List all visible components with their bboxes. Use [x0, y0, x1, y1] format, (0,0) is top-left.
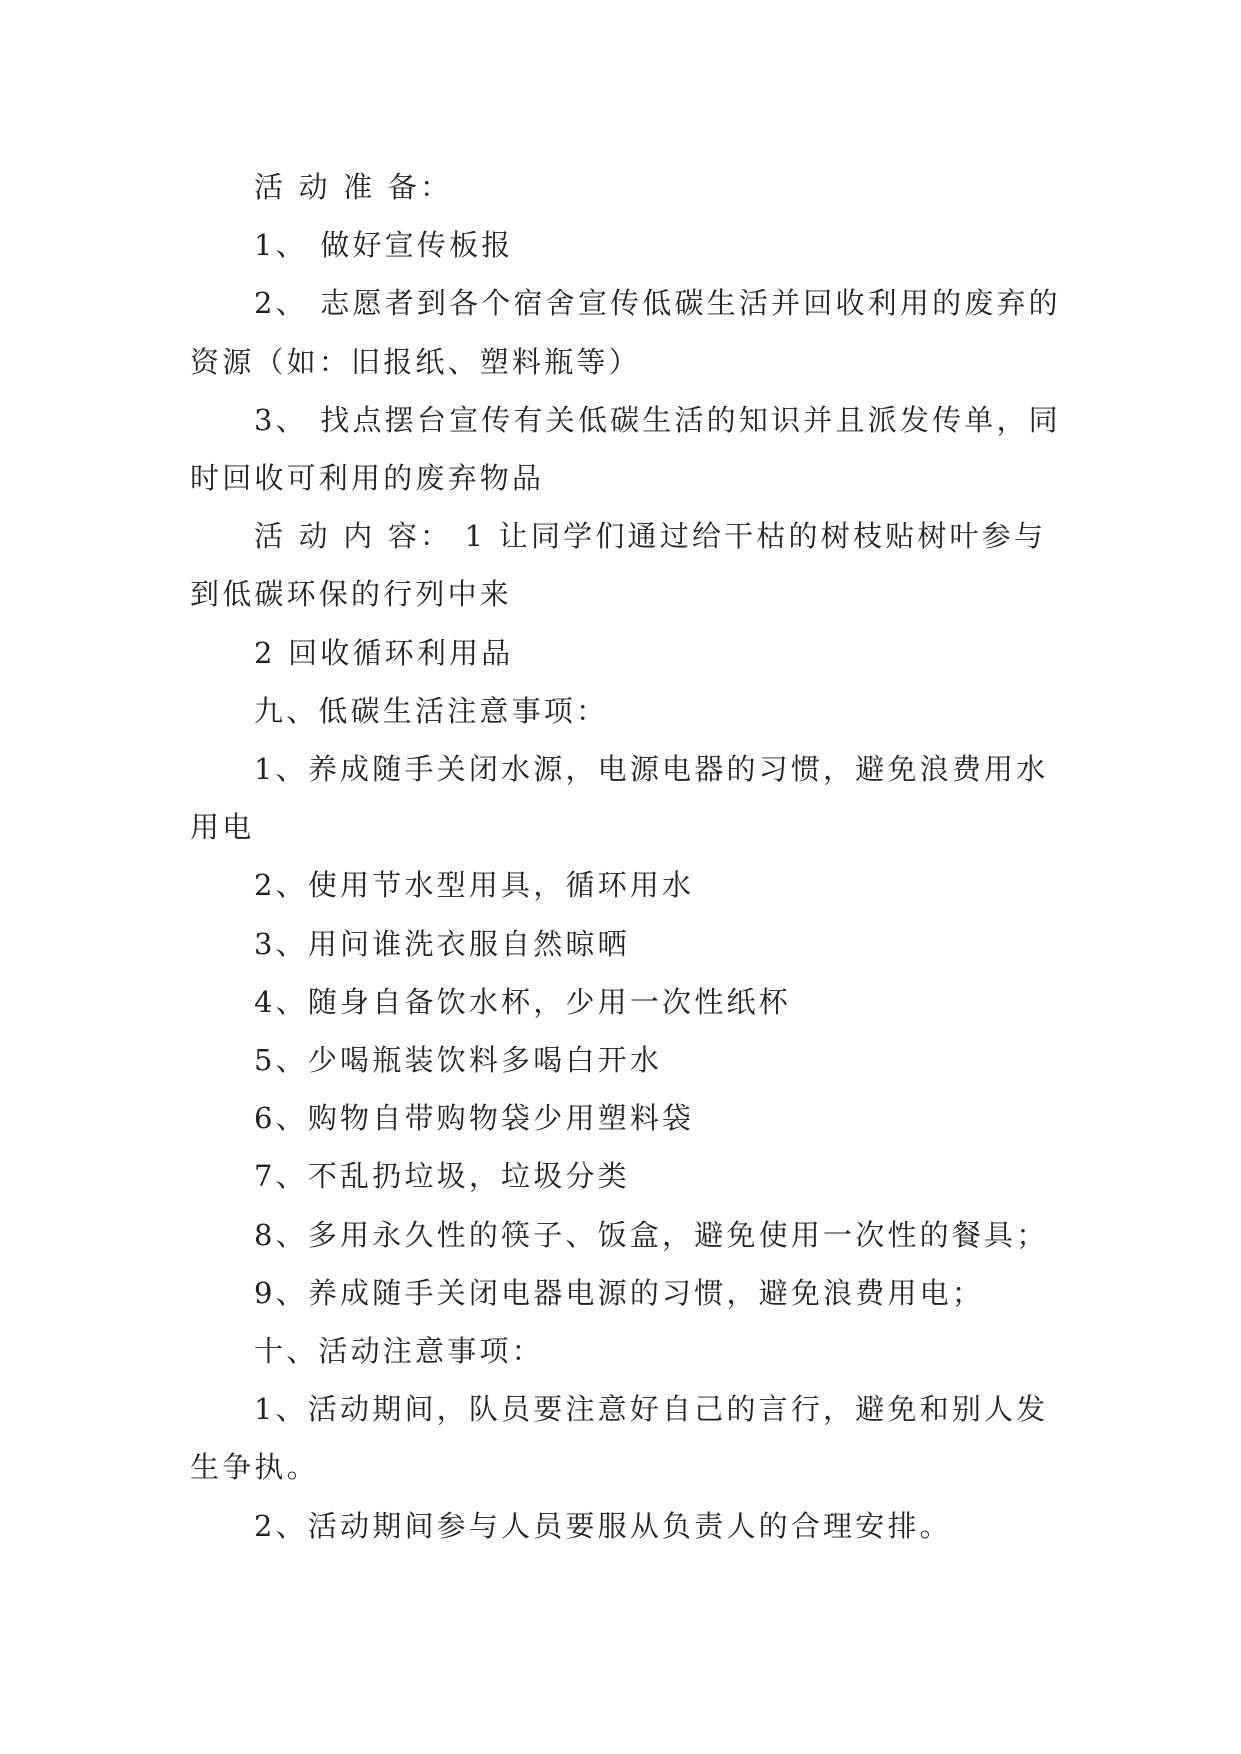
low-carbon-note-1: 1、养成随手关闭水源，电源电器的习惯，避免浪费用水用电: [190, 752, 1049, 845]
section-heading-preparation: 活 动 准 备：: [254, 170, 453, 204]
preparation-item-1: 1、 做好宣传板报: [254, 228, 514, 263]
low-carbon-note-2: 2、使用节水型用具，循环用水: [254, 868, 695, 903]
low-carbon-note-5: 5、少喝瓶装饮料多喝白开水: [254, 1043, 663, 1078]
activity-content-item-2: 2 回收循环利用品: [254, 635, 514, 670]
low-carbon-note-6: 6、购物自带购物袋少用塑料袋: [254, 1101, 695, 1136]
activity-content-item-1: 活 动 内 容： 1 让同学们通过给干枯的树枝贴树叶参与到低碳环保的行列中来: [190, 519, 1047, 612]
activity-note-2: 2、活动期间参与人员要服从负责人的合理安排。: [254, 1508, 952, 1543]
preparation-item-3: 3、 找点摆台宣传有关低碳生活的知识并且派发传单，同时回收可利用的废弃物品: [190, 402, 1061, 496]
section-heading-activity-notes: 十、活动注意事项：: [254, 1334, 544, 1369]
section-heading-low-carbon-notes: 九、低碳生活注意事项：: [254, 693, 609, 728]
preparation-item-2: 2、 志愿者到各个宿舍宣传低碳生活并回收利用的废弃的资源（如：旧报纸、塑料瓶等）: [190, 286, 1061, 379]
low-carbon-note-7: 7、不乱扔垃圾，垃圾分类: [254, 1159, 630, 1194]
low-carbon-note-8: 8、多用永久性的筷子、饭盒，避免使用一次性的餐具；: [254, 1217, 1049, 1252]
low-carbon-note-3: 3、用问谁洗衣服自然晾晒: [254, 926, 630, 961]
low-carbon-note-4: 4、随身自备饮水杯，少用一次性纸杯: [254, 984, 791, 1019]
activity-note-1: 1、活动期间，队员要注意好自己的言行，避免和别人发生争执。: [190, 1392, 1049, 1485]
low-carbon-note-9: 9、养成随手关闭电器电源的习惯，避免浪费用电；: [254, 1275, 985, 1310]
document-body: [190, 158, 1070, 1555]
